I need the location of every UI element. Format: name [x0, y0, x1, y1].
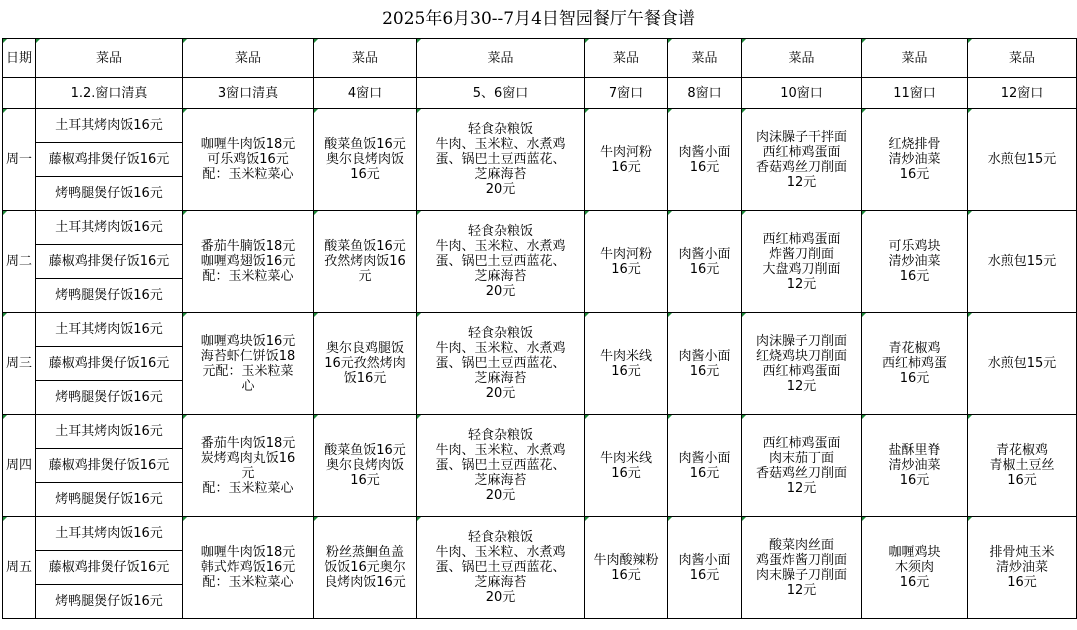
halal-dish: 烤鸭腿煲仔饭16元 — [36, 381, 183, 415]
menu-line: 肉酱小面 — [678, 246, 731, 262]
menu-line: 青花椒鸡 — [995, 443, 1048, 458]
header-dish: 菜品 — [862, 39, 968, 78]
menu-line: 肉末臊子刀削面 — [755, 567, 847, 583]
menu-line: 16元 — [689, 261, 720, 277]
menu-line: 木须肉 — [894, 560, 934, 575]
menu-line: 咖喱鸡块 — [888, 545, 941, 560]
menu-line: 良烤肉饭16元 — [324, 575, 406, 590]
dish-cell-w4 — [314, 415, 417, 517]
menu-line: 20元 — [485, 386, 516, 401]
halal-dish: 烤鸭腿煲仔饭16元 — [36, 279, 183, 313]
window-row — [3, 78, 1077, 109]
menu-line: 咖喱鸡块饭16元 — [200, 333, 296, 349]
menu-line: 牛肉河粉 — [599, 246, 652, 262]
menu-line: 清炒油菜 — [888, 152, 941, 167]
menu-line: 12元 — [786, 174, 817, 190]
menu-line: 肉末茄丁面 — [768, 450, 834, 466]
menu-line: 配：玉米粒菜心 — [202, 480, 294, 496]
dish-cell-w11 — [862, 415, 968, 517]
menu-line: 清炒油菜 — [888, 458, 941, 473]
menu-line: 蛋、锅巴土豆西蓝花、 — [435, 254, 566, 269]
halal-dish: 藤椒鸡排煲仔饭16元 — [36, 143, 183, 177]
header-dish: 菜品 — [183, 39, 314, 78]
dish-cell-w10 — [742, 313, 862, 415]
dish-cell-w3 — [183, 211, 314, 313]
dish-cell-w7 — [585, 313, 668, 415]
menu-line: 蛋、锅巴土豆西蓝花、 — [435, 560, 566, 575]
halal-dish: 藤椒鸡排煲仔饭16元 — [36, 449, 183, 483]
menu-line: 牛肉河粉 — [599, 144, 652, 160]
menu-line: 轻食杂粮饭 — [467, 530, 533, 545]
menu-line: 红烧鸡块刀削面 — [755, 348, 847, 364]
table-row — [3, 211, 1077, 245]
menu-line: 芝麻海苔 — [474, 167, 527, 182]
day-label: 周四 — [3, 415, 36, 517]
menu-line: 16元 — [899, 167, 930, 182]
dish-cell-w10 — [742, 211, 862, 313]
menu-line: 16元 — [899, 269, 930, 284]
menu-line: 咖喱牛肉饭18元 — [200, 545, 296, 560]
dish-cell-w56 — [417, 211, 585, 313]
dish-cell-w4 — [314, 211, 417, 313]
dish-cell-w3 — [183, 109, 314, 211]
table-row — [3, 517, 1077, 551]
menu-line: 香菇鸡丝刀削面 — [755, 465, 847, 481]
halal-dish: 土耳其烤肉饭16元 — [36, 109, 183, 143]
menu-line: 炸酱刀削面 — [768, 246, 834, 262]
menu-line: 16元 — [611, 159, 641, 175]
menu-line: 水煎包15元 — [987, 152, 1057, 167]
dish-cell-w12 — [968, 415, 1077, 517]
halal-dish: 土耳其烤肉饭16元 — [36, 415, 183, 449]
day-label: 周三 — [3, 313, 36, 415]
day-label: 周五 — [3, 517, 36, 619]
dish-cell-w11 — [862, 313, 968, 415]
menu-line: 大盘鸡刀削面 — [762, 261, 841, 277]
header-dish: 菜品 — [585, 39, 668, 78]
menu-line: 青椒土豆丝 — [989, 458, 1055, 473]
header-dish: 菜品 — [314, 39, 417, 78]
menu-line: 元 — [358, 269, 372, 284]
header-dish: 菜品 — [36, 39, 183, 78]
menu-line: 16元 — [350, 167, 380, 182]
header-date: 日期 — [3, 39, 36, 78]
menu-line: 16元 — [1007, 473, 1037, 488]
menu-line: 芝麻海苔 — [474, 269, 527, 284]
halal-dish: 烤鸭腿煲仔饭16元 — [36, 585, 183, 619]
menu-line: 清炒油菜 — [995, 560, 1048, 575]
dish-cell-w8 — [668, 109, 742, 211]
menu-line: 16元 — [689, 159, 720, 175]
menu-line: 16元 — [350, 473, 380, 488]
menu-line: 轻食杂粮饭 — [467, 326, 533, 341]
menu-line: 西红柿鸡蛋面 — [762, 231, 841, 247]
menu-line: 配：玉米粒菜心 — [202, 167, 294, 182]
table-row — [3, 109, 1077, 143]
window-label: 1.2.窗口清真 — [36, 78, 183, 109]
dish-cell-w11 — [862, 211, 968, 313]
window-label: 7窗口 — [585, 78, 668, 109]
dish-cell-w10 — [742, 517, 862, 619]
menu-line: 肉酱小面 — [678, 348, 731, 364]
menu-line: 轻食杂粮饭 — [467, 122, 533, 137]
dish-cell-w3 — [183, 517, 314, 619]
menu-line: 鸡蛋炸酱刀削面 — [755, 552, 847, 568]
menu-line: 16元 — [689, 465, 720, 481]
window-label: 12窗口 — [968, 78, 1077, 109]
menu-line: 16元 — [689, 567, 720, 583]
menu-line: 16元 — [611, 465, 641, 481]
menu-line: 20元 — [485, 488, 516, 503]
menu-line: 青花椒鸡 — [888, 341, 941, 356]
menu-line: 盐酥里脊 — [888, 443, 941, 458]
window-label: 5、6窗口 — [417, 78, 585, 109]
dish-cell-w8 — [668, 211, 742, 313]
day-label: 周二 — [3, 211, 36, 313]
dish-cell-w3 — [183, 313, 314, 415]
menu-line: 肉酱小面 — [678, 450, 731, 466]
menu-line: 肉酱小面 — [678, 144, 731, 160]
header-row — [3, 39, 1077, 78]
dish-cell-w7 — [585, 211, 668, 313]
menu-line: 奥尔良烤肉饭 — [325, 152, 404, 167]
header-dish: 菜品 — [742, 39, 862, 78]
dish-cell-w56 — [417, 313, 585, 415]
menu-line: 16元 — [899, 371, 930, 386]
header-dish: 菜品 — [968, 39, 1077, 78]
menu-line: 西红柿鸡蛋面 — [762, 363, 841, 379]
table-row — [3, 313, 1077, 347]
dish-cell-w11 — [862, 517, 968, 619]
menu-line: 水煎包15元 — [987, 356, 1057, 371]
halal-dish: 烤鸭腿煲仔饭16元 — [36, 177, 183, 211]
menu-line: 饭16元 — [343, 371, 387, 386]
menu-line: 16元孜然烤肉 — [324, 356, 406, 371]
menu-line: 海苔虾仁饼饭18 — [200, 348, 296, 364]
menu-line: 酸菜鱼饭16元 — [324, 137, 406, 152]
menu-line: 轻食杂粮饭 — [467, 224, 533, 239]
window-label: 4窗口 — [314, 78, 417, 109]
menu-line: 咖喱鸡翅饭16元 — [200, 254, 296, 269]
menu-line: 16元 — [611, 261, 641, 277]
menu-line: 牛肉、玉米粒、水煮鸡 — [435, 239, 566, 254]
menu-table — [2, 38, 1077, 619]
dish-cell-w10 — [742, 109, 862, 211]
halal-dish: 烤鸭腿煲仔饭16元 — [36, 483, 183, 517]
menu-line: 16元 — [689, 363, 720, 379]
menu-line: 牛肉米线 — [599, 348, 652, 364]
header-dish: 菜品 — [668, 39, 742, 78]
dish-cell-w7 — [585, 517, 668, 619]
menu-line: 饭饭16元奥尔 — [324, 560, 406, 575]
menu-line: 12元 — [786, 378, 817, 394]
menu-line: 牛肉酸辣粉 — [593, 552, 659, 568]
menu-line: 牛肉、玉米粒、水煮鸡 — [435, 137, 566, 152]
menu-line: 16元 — [899, 473, 930, 488]
page-title: 2025年6月30--7月4日智园餐厅午餐食谱 — [382, 9, 695, 29]
window-label: 10窗口 — [742, 78, 862, 109]
halal-dish: 藤椒鸡排煲仔饭16元 — [36, 347, 183, 381]
menu-line: 西红柿鸡蛋面 — [762, 144, 841, 160]
menu-line: 水煎包15元 — [987, 254, 1057, 269]
menu-line: 奥尔良烤肉饭 — [325, 458, 404, 473]
menu-line: 芝麻海苔 — [474, 575, 527, 590]
menu-line: 元 — [241, 465, 255, 481]
window-label: 11窗口 — [862, 78, 968, 109]
menu-line: 可乐鸡块 — [888, 239, 941, 254]
dish-cell-w12 — [968, 517, 1077, 619]
dish-cell-w8 — [668, 517, 742, 619]
menu-line: 16元 — [899, 575, 930, 590]
menu-line: 16元 — [611, 363, 641, 379]
dish-cell-w4 — [314, 313, 417, 415]
dish-cell-w8 — [668, 313, 742, 415]
menu-line: 西红柿鸡蛋 — [881, 356, 947, 371]
halal-dish: 土耳其烤肉饭16元 — [36, 211, 183, 245]
menu-line: 肉沫臊子刀削面 — [755, 333, 847, 349]
day-label: 周一 — [3, 109, 36, 211]
dish-cell-w11 — [862, 109, 968, 211]
menu-line: 12元 — [786, 480, 817, 496]
menu-line: 肉酱小面 — [678, 552, 731, 568]
menu-line: 牛肉、玉米粒、水煮鸡 — [435, 545, 566, 560]
menu-line: 心 — [241, 378, 255, 394]
menu-line: 蛋、锅巴土豆西蓝花、 — [435, 152, 566, 167]
menu-line: 16元 — [611, 567, 641, 583]
menu-line: 粉丝蒸鮰鱼盖 — [325, 545, 404, 560]
halal-dish: 土耳其烤肉饭16元 — [36, 313, 183, 347]
window-row-blank — [3, 78, 36, 109]
menu-line: 配：玉米粒菜心 — [202, 269, 294, 284]
menu-line: 排骨炖玉米 — [989, 545, 1055, 560]
dish-cell-w12 — [968, 313, 1077, 415]
menu-line: 香菇鸡丝刀削面 — [755, 159, 847, 175]
dish-cell-w56 — [417, 517, 585, 619]
menu-line: 肉沫臊子干拌面 — [755, 129, 847, 145]
menu-line: 配：玉米粒菜心 — [202, 575, 294, 590]
halal-dish: 土耳其烤肉饭16元 — [36, 517, 183, 551]
dish-cell-w12 — [968, 211, 1077, 313]
dish-cell-w12 — [968, 109, 1077, 211]
menu-line: 炭烤鸡肉丸饭16 — [200, 450, 296, 466]
dish-cell-w7 — [585, 109, 668, 211]
dish-cell-w56 — [417, 415, 585, 517]
menu-line: 可乐鸡饭16元 — [207, 152, 289, 167]
window-label: 8窗口 — [668, 78, 742, 109]
menu-line: 番茄牛腩饭18元 — [200, 239, 296, 254]
menu-line: 清炒油菜 — [888, 254, 941, 269]
menu-line: 咖喱牛肉饭18元 — [200, 137, 296, 152]
menu-line: 牛肉米线 — [599, 450, 652, 466]
halal-dish: 藤椒鸡排煲仔饭16元 — [36, 245, 183, 279]
menu-line: 轻食杂粮饭 — [467, 428, 533, 443]
menu-line: 20元 — [485, 182, 516, 197]
menu-line: 16元 — [1007, 575, 1037, 590]
dish-cell-w8 — [668, 415, 742, 517]
menu-line: 蛋、锅巴土豆西蓝花、 — [435, 458, 566, 473]
menu-line: 孜然烤肉饭16 — [324, 254, 406, 269]
dish-cell-w3 — [183, 415, 314, 517]
header-dish: 菜品 — [417, 39, 585, 78]
table-row — [3, 415, 1077, 449]
dish-cell-w4 — [314, 109, 417, 211]
menu-line: 酸菜鱼饭16元 — [324, 443, 406, 458]
window-label: 3窗口清真 — [183, 78, 314, 109]
menu-line: 酸菜鱼饭16元 — [324, 239, 406, 254]
menu-line: 元配：玉米粒菜 — [202, 363, 294, 379]
dish-cell-w10 — [742, 415, 862, 517]
menu-line: 番茄牛肉饭18元 — [200, 435, 296, 451]
menu-line: 酸菜肉丝面 — [768, 537, 834, 553]
menu-line: 12元 — [786, 276, 817, 292]
dish-cell-w4 — [314, 517, 417, 619]
dish-cell-w56 — [417, 109, 585, 211]
menu-line: 牛肉、玉米粒、水煮鸡 — [435, 443, 566, 458]
menu-line: 奥尔良鸡腿饭 — [325, 341, 404, 356]
menu-line: 韩式炸鸡饭16元 — [200, 560, 296, 575]
menu-line: 12元 — [786, 582, 817, 598]
menu-line: 西红柿鸡蛋面 — [762, 435, 841, 451]
dish-cell-w7 — [585, 415, 668, 517]
menu-line: 牛肉、玉米粒、水煮鸡 — [435, 341, 566, 356]
menu-line: 20元 — [485, 284, 516, 299]
menu-line: 芝麻海苔 — [474, 371, 527, 386]
menu-line: 芝麻海苔 — [474, 473, 527, 488]
menu-line: 蛋、锅巴土豆西蓝花、 — [435, 356, 566, 371]
halal-dish: 藤椒鸡排煲仔饭16元 — [36, 551, 183, 585]
menu-line: 20元 — [485, 590, 516, 605]
menu-line: 红烧排骨 — [888, 137, 941, 152]
